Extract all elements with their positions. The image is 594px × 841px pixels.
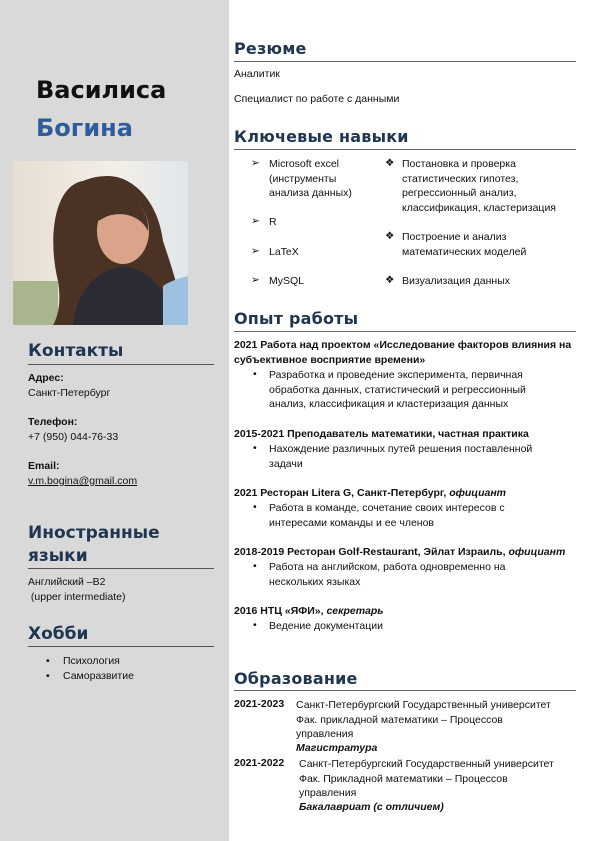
- skill-visualization: Визуализация данных: [402, 275, 511, 287]
- language-level: (upper intermediate): [28, 591, 126, 603]
- job-role: официант: [449, 487, 507, 499]
- hobbies-heading: Хобби: [28, 624, 89, 644]
- hobbies-list: [46, 654, 134, 683]
- bullet-icon: •: [253, 442, 257, 454]
- languages-heading-line1: Иностранные: [28, 523, 160, 543]
- skills-divider: [234, 149, 576, 150]
- job-role: официант: [508, 546, 566, 558]
- skill-modeling: Построение и анализ математических моделей: [402, 231, 527, 258]
- hobby-item: • Психология: [46, 654, 134, 669]
- job-role: секретарь: [326, 605, 384, 617]
- hobbies-divider: [28, 646, 214, 647]
- education-years: 2021-2022: [234, 757, 285, 769]
- job-title: 2018-2019 Ресторан Golf-Restaurant, Эйлат Израиль, официант: [234, 546, 566, 558]
- skills-heading: Ключевые навыки: [234, 127, 409, 146]
- profile-photo: [13, 161, 188, 325]
- email-label: Email:: [28, 460, 60, 472]
- address-value: Санкт-Петербург: [28, 387, 111, 399]
- education-degree: Бакалавриат (с отличием): [299, 801, 444, 813]
- last-name: Богина: [36, 114, 133, 142]
- main-content: [229, 0, 594, 841]
- diamond-bullet-icon: ❖: [385, 230, 395, 242]
- resume-specialty: Специалист по работе с данными: [234, 93, 400, 105]
- job-description: Ведение документации: [269, 620, 383, 632]
- education-degree: Магистратура: [296, 742, 378, 754]
- skill-r: R: [269, 216, 277, 228]
- resume-divider: [234, 61, 576, 62]
- experience-divider: [234, 331, 576, 332]
- bullet-icon: •: [253, 619, 257, 631]
- bullet-icon: •: [253, 560, 257, 572]
- hobby-item: • Саморазвитие: [46, 669, 134, 684]
- education-institution: Санкт-Петербургский Государственный университет Фак. Прикладной математики – Процессов управления: [299, 758, 554, 799]
- languages-heading-line2: языки: [28, 546, 88, 566]
- arrow-bullet-icon: ➢: [251, 157, 260, 169]
- experience-heading: Опыт работы: [234, 309, 359, 328]
- skill-mysql: MySQL: [269, 275, 305, 287]
- education-heading: Образование: [234, 669, 358, 688]
- languages-divider: [28, 568, 214, 569]
- education-years: 2021-2023: [234, 698, 285, 710]
- address-label: Адрес:: [28, 372, 64, 384]
- arrow-bullet-icon: ➢: [251, 215, 260, 227]
- job-title: 2015-2021 Преподаватель математики, частная практика: [234, 428, 529, 440]
- job-title: 2016 НТЦ «ЯФИ», секретарь: [234, 605, 384, 617]
- job-description: Работа в команде, сочетание своих интересов с интересами команды и ее членов: [269, 502, 505, 529]
- job-description: Нахождение различных путей решения поставленной задачи: [269, 443, 533, 470]
- email-link[interactable]: v.m.bogina@gmail.com: [28, 475, 138, 487]
- contacts-divider: [28, 364, 214, 365]
- arrow-bullet-icon: ➢: [251, 274, 260, 286]
- phone-value: +7 (950) 044-76-33: [28, 431, 119, 443]
- resume-role: Аналитик: [234, 68, 280, 80]
- skill-excel: Microsoft excel (инструменты анализа данных): [269, 158, 352, 199]
- skill-latex: LaTeX: [269, 246, 299, 258]
- first-name: Василиса: [36, 76, 167, 104]
- education-institution: Санкт-Петербургский Государственный университет Фак. прикладной математики – Процессов управления: [296, 699, 551, 740]
- sidebar: [0, 0, 229, 841]
- language-english: Английский –B2: [28, 576, 106, 588]
- skill-hypotheses: Постановка и проверка статистических гипотез, регрессионный анализ, классификация, кластеризация: [402, 158, 556, 214]
- diamond-bullet-icon: ❖: [385, 274, 395, 286]
- phone-label: Телефон:: [28, 416, 78, 428]
- education-divider: [234, 690, 576, 691]
- arrow-bullet-icon: ➢: [251, 245, 260, 257]
- job-description: Разработка и проведение эксперимента, первичная обработка данных, статистический и регрессионный анализ, классификация и кластеризация данных: [269, 369, 526, 410]
- job-description: Работа на английском, работа одновременно на нескольких языках: [269, 561, 506, 588]
- bullet-icon: •: [253, 501, 257, 513]
- diamond-bullet-icon: ❖: [385, 157, 395, 169]
- contacts-heading: Контакты: [28, 341, 124, 361]
- job-title: 2021 Работа над проектом «Исследование факторов влияния на субъективное восприятие времени»: [234, 339, 572, 366]
- bullet-icon: •: [253, 368, 257, 380]
- resume-heading: Резюме: [234, 39, 307, 58]
- job-title: 2021 Ресторан Litera G, Санкт-Петербург, официант: [234, 487, 507, 499]
